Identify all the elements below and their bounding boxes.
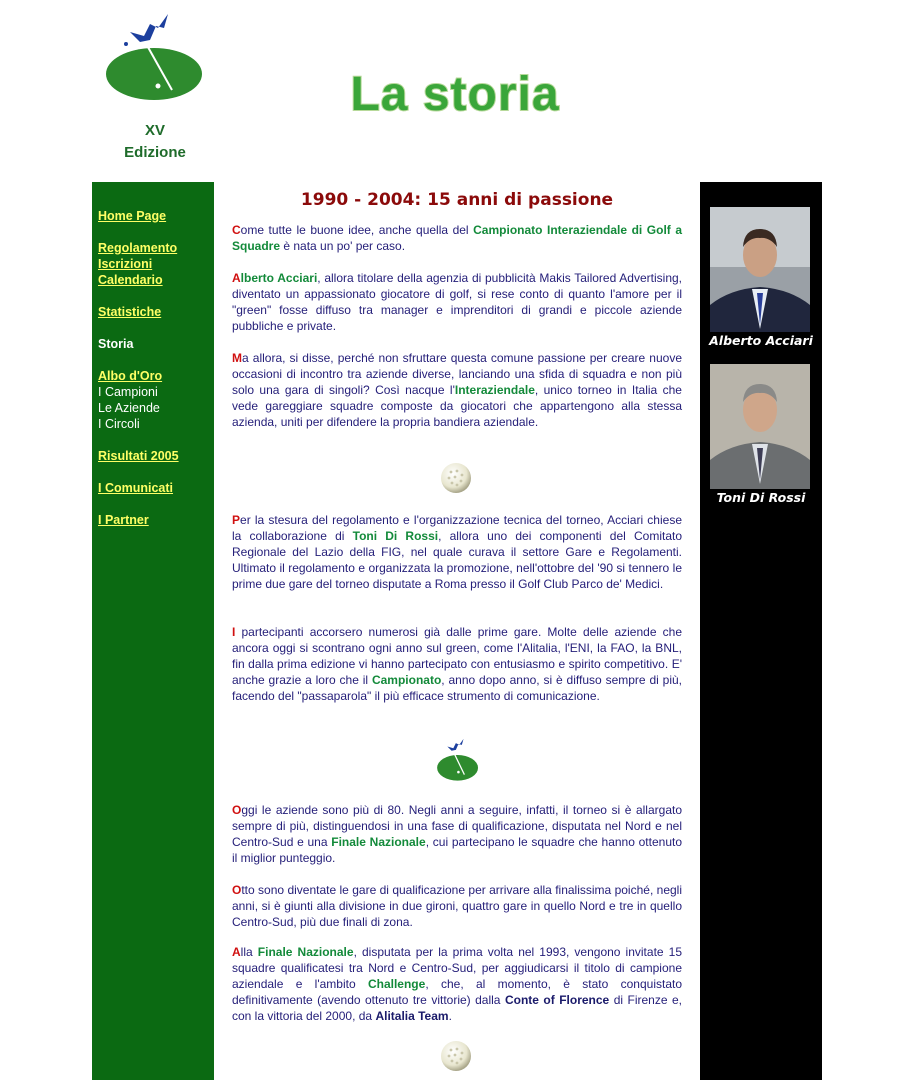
- highlighted-term: Campionato Interaziendale di Golf a Squadre: [232, 223, 682, 253]
- paragraph-text: partecipanti accorsero numerosi già dalle prime gare. Molte delle aziende che ancora oggi si scontrano ogni anno sul green, come l'Alitalia, l'ENI, la FAO, la BNL, fin dalla prima edizione vi hanno partecipato con entusiasmo e spirito competitivo. E' anche grazie a loro che il: [232, 625, 682, 687]
- article-paragraph: [232, 882, 682, 930]
- golf-ball-icon: [440, 462, 472, 494]
- article-paragraph: [232, 624, 682, 704]
- sidebar-item-regolamento[interactable]: Regolamento: [98, 241, 178, 255]
- highlighted-term: Campionato: [371, 673, 442, 687]
- photo-caption: Alberto Acciari: [709, 333, 813, 348]
- photo-column: [700, 182, 822, 1080]
- article-paragraph: [232, 944, 682, 1024]
- paragraph-text: di Firenze e, con la vittoria del 2000, da: [232, 993, 682, 1023]
- drop-initial: A: [232, 945, 241, 959]
- paragraph-text: ome tutte le buone idee, anche quella del: [240, 223, 474, 237]
- page-title-text: La storia: [350, 68, 560, 121]
- logo: [100, 12, 210, 162]
- paragraph-text: è nata un po' per caso.: [280, 239, 406, 253]
- highlighted-term: lberto Acciari: [240, 271, 318, 285]
- article-paragraph: [232, 802, 682, 866]
- article-heading: 1990 - 2004: 15 anni di passione: [300, 190, 614, 210]
- drop-initial: O: [232, 883, 242, 897]
- paragraph-text: er la stesura del regolamento e l'organizzazione tecnica del torneo, Acciari chiese la collaborazione di: [232, 513, 682, 543]
- edition-label: Edizione: [124, 144, 186, 161]
- article-paragraph: [232, 350, 682, 430]
- golf-green-logo-icon: [432, 738, 484, 784]
- page-title: [300, 62, 610, 122]
- paragraph-text: , unico torneo in Italia che vede gareggiare squadre composte da giocatori che appartengono alla stessa azienda, uniti per difendere la propria bandiera aziendale.: [232, 383, 682, 429]
- highlighted-term: Interaziendale: [454, 383, 535, 397]
- paragraph-text: , allora titolare della agenzia di pubblicità Makis Tailored Advertising, diventato un appassionato giocatore di golf, si rese conto di quanto l'amore per il "green" fosse diffuso tra manager e imprenditori di grandi e piccole aziende pubbliche e private.: [232, 271, 682, 333]
- sidebar-item-comunicati[interactable]: I Comunicati: [98, 481, 174, 495]
- photo-alberto-acciari: [710, 207, 810, 332]
- highlighted-term: Toni Di Rossi: [352, 529, 439, 543]
- photo-caption: Toni Di Rossi: [716, 490, 806, 505]
- highlighted-term: Finale Nazionale: [257, 945, 354, 959]
- sidebar-item-iscrizioni[interactable]: Iscrizioni: [98, 257, 153, 271]
- paragraph-text: lla: [240, 945, 258, 959]
- article-paragraph: [232, 270, 682, 334]
- drop-initial: P: [232, 513, 241, 527]
- highlighted-term: Finale Nazionale: [331, 835, 426, 849]
- sidebar-item-calendario[interactable]: Calendario: [98, 273, 163, 287]
- drop-initial: O: [232, 803, 242, 817]
- sidebar-nav: [92, 182, 214, 1080]
- sidebar-item-statistiche[interactable]: Statistiche: [98, 305, 162, 319]
- golf-ball-icon: [440, 1040, 472, 1072]
- paragraph-text: a allora, si disse, perché non sfruttare questa comune passione per creare nuove occasioni di incontro tra aziende diverse, lanciando una sfida di squadra e non più solo una gara di singoli? Così nacque l': [232, 351, 682, 397]
- paragraph-text: ggi le aziende sono più di 80. Negli anni a seguire, infatti, il torneo si è allargato sempre di più, distinguendosi in una fase di qualificazione, disputata nel Nord e nel Centro-Sud e una: [232, 803, 682, 849]
- drop-initial: A: [232, 271, 241, 285]
- paragraph-text: , cui partecipano le squadre che hanno ottenuto il miglior punteggio.: [232, 835, 683, 865]
- article-paragraph: [232, 512, 682, 592]
- golf-green-logo-icon: [100, 12, 210, 120]
- paragraph-text: , anno dopo anno, si è diffuso sempre di più, facendo del "passaparola" il più efficace strumento di comunicazione.: [232, 673, 682, 703]
- sidebar-item-partner[interactable]: I Partner: [98, 513, 149, 527]
- sidebar-item-risultati-2005[interactable]: Risultati 2005: [98, 449, 179, 463]
- sidebar-item-home[interactable]: Home Page: [98, 209, 167, 223]
- paragraph-text: tto sono diventate le gare di qualificazione per arrivare alla finalissima poiché, negli anni, si è giunti alla divisione in due gironi, quattro gare in quello Nord e tre in quello Centro-Sud, più due finali di zona.: [232, 883, 682, 929]
- highlighted-term: Challenge: [367, 977, 426, 991]
- team-name: Alitalia Team: [375, 1009, 449, 1023]
- photo-toni-di-rossi: [710, 364, 810, 489]
- drop-initial: I: [232, 625, 236, 639]
- sidebar-item-storia: Storia: [98, 337, 134, 351]
- paragraph-text: , che, al momento, è stato conquistato definitivamente (avendo ottenuto tre vittorie) dalla: [232, 977, 682, 1007]
- drop-initial: C: [232, 223, 241, 237]
- paragraph-text: , allora uno dei componenti del Comitato Regionale del Lazio della FIG, nel quale curava il settore Gare e Regolamenti. Ultimato il regolamento e organizzata la promozione, nell'ottobre del '90 si tennero le prime due gare del torneo disputate a Roma presso il Golf Club Parco de' Medici.: [232, 529, 682, 591]
- article-paragraph: [232, 222, 682, 254]
- sidebar-item-campioni[interactable]: I Campioni: [98, 385, 158, 399]
- sidebar-item-albo-doro[interactable]: Albo d'Oro: [98, 369, 163, 383]
- paragraph-text: , disputata per la prima volta nel 1993, vengono invitate 15 squadre qualificatesi tra Nord e Centro-Sud, per aggiudicarsi il titolo di campione aziendale e l'ambito: [232, 945, 683, 991]
- sidebar-item-aziende[interactable]: Le Aziende: [98, 401, 160, 415]
- edition-number: XV: [144, 122, 165, 139]
- sidebar-item-circoli[interactable]: I Circoli: [98, 417, 140, 431]
- team-name: Conte of Florence: [504, 993, 610, 1007]
- paragraph-text: .: [448, 1009, 452, 1023]
- drop-initial: M: [232, 351, 242, 365]
